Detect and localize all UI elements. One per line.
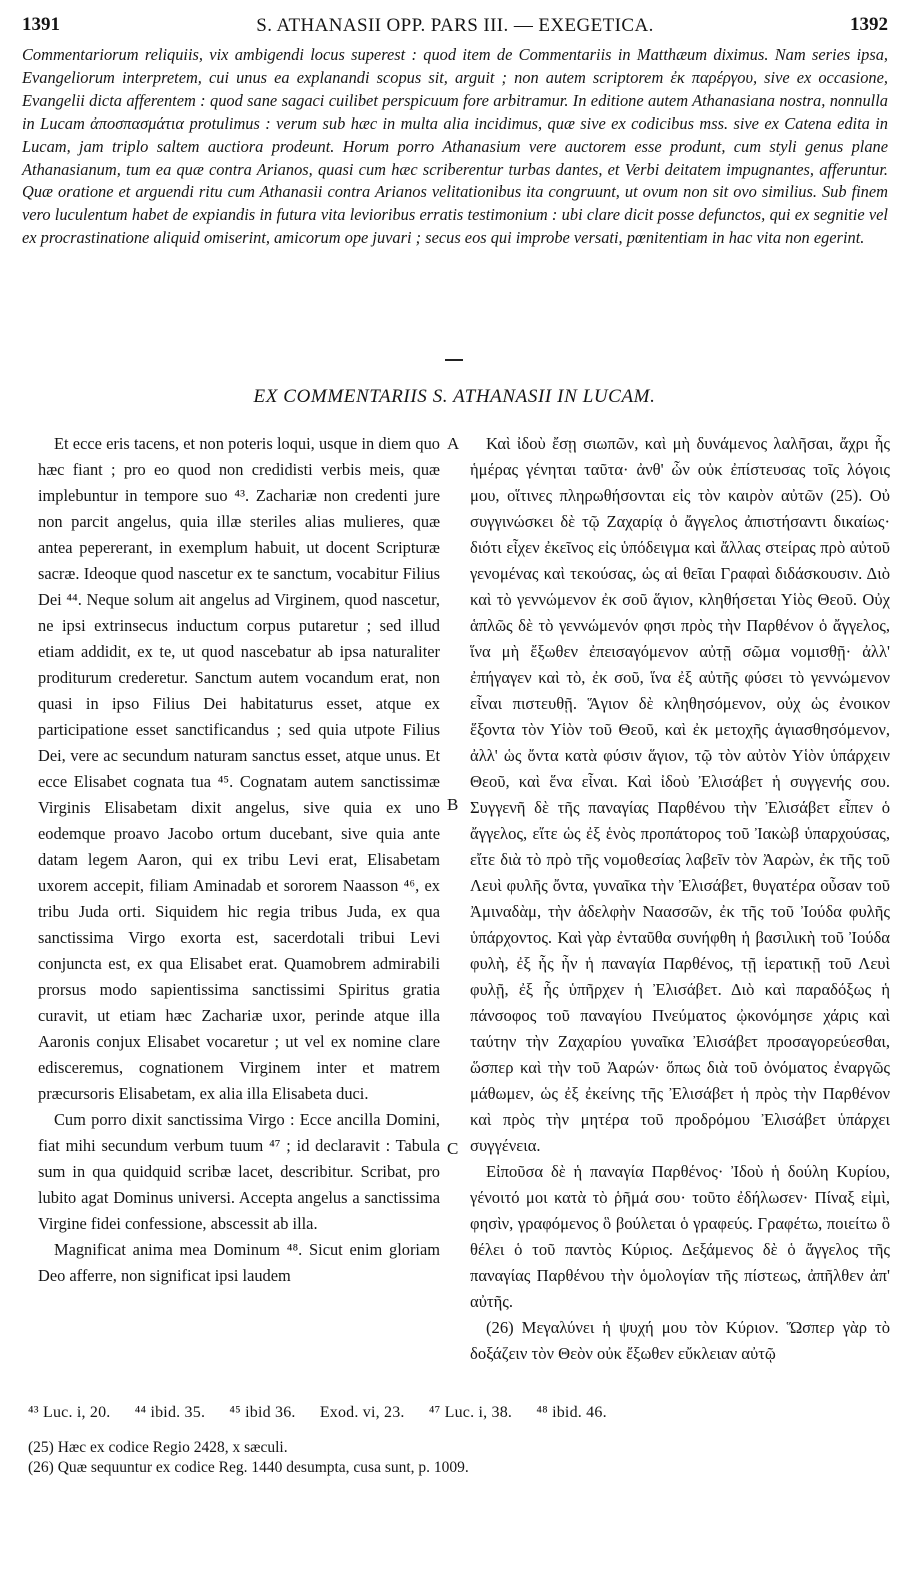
latin-paragraph: Magnificat anima mea Dominum ⁴⁸. Sicut enim gloriam Deo afferre, non significat ipsi laudem: [38, 1240, 440, 1285]
greek-paragraph: (26) Μεγαλύνει ἡ ψυχή μου τὸν Κύριον. Ὥσπερ γὰρ τὸ δοξάζειν τὸν Θεὸν οὐκ ἔξωθεν εὔκλειαν αὐτῷ: [470, 1318, 890, 1363]
margin-marker-b: B: [447, 795, 459, 814]
intro-paragraph: [22, 44, 888, 250]
latin-paragraph: Et ecce eris tacens, et non poteris loqui, usque in diem quo hæc fiant ; pro eo quod non credidisti verbis meis, quæ implebuntur in tempore suo ⁴³. Zachariæ non credenti jure non parcit angelus, quia illæ steriles alias mulieres, quæ antea pepererant, in exemplum habuit, ut docent Scripturæ sacræ. Ideoque quod nascetur ex te sanctum, vocabitur Filius Dei ⁴⁴. Neque solum ait angelus ad Virginem, quod nascetur, ne ipsi extrinsecus inductum corpus putaretur ; sed illud etiam addidit, ex te, ut quod nascebatur ab ipsa naturaliter proditurum crederetur. Sanctum autem vocandum erat, non quasi in ipso Filius Dei habitaturus esset, atque ex participatione esset sanctificandus ; sed quia utpote Filius Dei, vere ac secundum naturam sanctus esset, atque unus. Et ecce Elisabet cognata tua ⁴⁵. Cognatam autem sanctissimæ Virginis Elisabetam dixit angelus, sive quia ex uno eodemque proavo Jacobo ortum ducebant, sive quia ante datam legem Aaron, qui ex tribu Levi erat, Elisabetam uxorem accepit, filiam Aminadab et sororem Naasson ⁴⁶, ex tribu Juda orti. Siquidem hic regia tribus Juda, ex qua sanctissima Virgo exorta est, sacerdotali tribui Levi conjuncta est, ex qua Elisabet erat. Quamobrem admirabili prorsus modo sapientissima sanctissimi Spiritus gratia curavit, ut etiam hæc Zachariæ uxor, perinde atque illa Aaronis conjux Elisabet vocaretur ; ut vel ex nomine clare edisceremus, cognationem Virginem inter et matrem præcursoris Elisabetam, ex alia illa Elisabeta duci.: [38, 434, 440, 1103]
scripture-ref: Exod. vi, 23.: [319, 1404, 405, 1421]
section-divider: [445, 359, 463, 361]
scripture-ref: ⁴⁸ ibid. 46.: [536, 1404, 607, 1421]
latin-paragraph: Cum porro dixit sanctissima Virgo : Ecce ancilla Domini, fiat mihi secundum verbum tuum ⁴⁷ ; id declaravit : Tabula sum in qua quidquid scribæ lacet, describitur. Scribat, pro lubito agat Dominus universi. Accepta angelus a sanctissima Virgine fidei confessione, abscessit ab illa.: [38, 1110, 440, 1233]
greek-paragraph: Καὶ ἰδοὺ ἔσῃ σιωπῶν, καὶ μὴ δυνάμενος λαλῆσαι, ἄχρι ἧς ἡμέρας γένηται ταῦτα· ἀνθ' ὧν οὐκ ἐπίστευσας τοῖς λόγοις μου, οἵτινες πληρωθήσονται εἰς τὸν καιρὸν αὐτῶν (25). Οὐ συγγινώσκει δὲ τῷ Ζαχαρίᾳ ὁ ἄγγελος ἀπιστήσαντι δικαίως· διότι εἶχεν ἐκεῖνος εἰς ὑπόδειγμα καὶ ἄλλας στείρας πρὸ αὐτοῦ γενομένας καὶ τεκούσας, ὡς αἱ θεῖαι Γραφαὶ διδάσκουσιν. Διὸ καὶ τὸ γεννώμενον ἐκ σοῦ ἅγιον, κληθήσεται Υἱὸς Θεοῦ. Οὐχ ἁπλῶς δὲ τὸ γεννώμενόν φησι πρὸς τὴν Παρθένον ὁ ἄγγελος, ἵνα μὴ ἔξωθεν ἐπεισαγόμενον αὐτῇ σῶμα νομισθῇ· ἀλλ' ἐπήγαγεν καὶ τὸ, ἐκ σοῦ, ἵνα ἐξ αὐτῆς φύσει τὸ γεννώμενον εἶναι πιστευθῇ. Ἅγιον δὲ κληθησόμενον, οὐχ ὡς ἐνοικον ἕξοντα τὸν Υἱὸν τοῦ Θεοῦ, καὶ ἐκ μετοχῆς ἁγιασθησόμενον, ἀλλ' ὡς ὄντα κατὰ φύσιν ἅγιον, τῷ τὸν αὐτὸν Υἱὸν ὑπάρχειν Θεοῦ, καὶ ἕνα εἶναι. Καὶ ἰδοὺ Ἐλισάβετ ἡ συγγενής σου. Συγγενῆ δὲ τῆς παναγίας Παρθένου τὴν Ἐλισάβετ εἶπεν ὁ ἄγγελος, εἴτε ὡς ἐξ ἑνὸς προπάτορος τοῦ Ἰακὼβ ὑπαρχούσας, εἴτε διὰ τὸ πρὸ τῆς νομοθεσίας λαβεῖν τὸν Ἀαρὼν, ἐκ τῆς τοῦ Λευὶ φυλῆς ὄντα, γυναῖκα τὴν Ἐλισάβετ, θυγατέρα οὖσαν τοῦ Ἀμιναδὰμ, τὴν ἀδελφὴν Ναασσῶν, ἐκ τῆς τοῦ Ἰούδα φυλῆς ὑπάρχοντος. Καὶ γὰρ ἐνταῦθα συνήφθη ἡ βασιλικὴ τοῦ Ἰούδα φυλὴ, ἐξ ἧς ἦν ἡ παναγία Παρθένος, τῇ ἱερατικῇ τοῦ Λευὶ φυλῇ, ἐξ ἧς ὑπῆρχεν ἡ Ἐλισάβετ. Διὸ καὶ παραδόξως ἡ πάνσοφος τοῦ παναγίου Πνεύματος ᾠκονόμησε χάρις καὶ ταύτην τὴν Ζαχαρίου γυναῖκα Ἐλισάβετ προσαγορεύεσθαι, ὥσπερ καὶ τὴν τοῦ Ἀαρών· ὅπως διὰ τοῦ ὀνόματος ἐναργῶς μάθωμεν, ὡς ἐξ ἐκείνης τῆς Ἐλισάβετ ἡ πρὸς τὴν Παρθένον καὶ πρὸς τὴν μητέρα τοῦ προδρόμου Ἐλισάβετ ὑπάρχει συγγένεια.: [470, 434, 890, 1155]
section-title: EX COMMENTARIIS S. ATHANASII IN LUCAM.: [253, 386, 656, 407]
greek-paragraph: Εἰποῦσα δὲ ἡ παναγία Παρθένος· Ἰδοὺ ἡ δούλη Κυρίου, γένοιτό μοι κατὰ τὸ ῥῆμά σου· τοῦτο ἐδήλωσεν· Πίναξ εἰμὶ, φησὶν, γραφόμενος ὃ βούλεται ὁ γραφεύς. Γραφέτω, ποιείτω ὃ θέλει ὁ τοῦ παντὸς Κύριος. Δεξάμενος δὲ ὁ ἄγγελος τῆς παναγίας Παρθένου τὴν ὁμολογίαν τῆς πίστεως, ἀπῆλθεν ἀπ' αὐτῆς.: [470, 1162, 890, 1311]
latin-column: [38, 431, 440, 1289]
scripture-references: [28, 1404, 627, 1422]
editorial-notes: [28, 1438, 469, 1478]
scripture-ref: ⁴⁷ Luc. i, 38.: [428, 1404, 513, 1421]
page-header: [22, 14, 888, 40]
page-number-left: 1391: [22, 14, 60, 35]
scripture-ref: ⁴⁴ ibid. 35.: [134, 1404, 206, 1421]
margin-marker-c: C: [447, 1139, 459, 1158]
intro-text: Commentariorum reliquiis, vix ambigendi locus superest : quod item de Commentariis in Matthæum diximus. Nam series ipsa, Evangeliorum interpretem, cui unus ea explanandi scopus sit, arguit ; non autem scriptorem ἐκ παρέργου, sive ex occasione, Evangelii dicta afferentem : quod sane sagaci cuilibet perspicuum fore arbitramur. In editione autem Athanasiana nostra, nonnulla in Lucam ἀποσπασμάτια protulimus : verum sub hæc in multa alia incidimus, quæ sive ex codicibus mss. sive ex Catena edita in Lucam, jam triplo saltem auctiora prodeunt. Horum porro Athanasium vere auctorem esse produnt, cum styli genus plane Athanasianum, tum ea quæ contra Arianos, quasi cum hæc scriberentur turbas dantes, et Verbi deitatem impugnantes, afferuntur. Quæ oratione et arguendi ritu cum Athanasii contra Arianos velitationibus ita congruunt, ut ovum non sit ovo similius. Sub finem vero luculentum habet de expiandis in futura vita levioribus erratis testimonium : ubi clare dicit posse defunctos, qui ex segnitie vel ex procrastinatione aliquid omiserint, amicorum ope juvari ; secus eos qui improbe versati, pœnitentiam in hac vita non egerint.: [22, 45, 888, 248]
running-title: S. ATHANASII OPP. PARS III. — EXEGETICA.: [256, 15, 654, 36]
scripture-ref: ⁴⁵ ibid 36.: [229, 1404, 296, 1421]
scripture-ref: ⁴³ Luc. i, 20.: [28, 1404, 111, 1421]
editorial-note: (25) Hæc ex codice Regio 2428, x sæculi.: [28, 1439, 288, 1456]
page-number-right: 1392: [850, 14, 888, 35]
greek-column: [470, 431, 890, 1367]
editorial-note: (26) Quæ sequuntur ex codice Reg. 1440 desumpta, cusa sunt, p. 1009.: [28, 1459, 469, 1476]
margin-marker-a: A: [447, 434, 460, 453]
